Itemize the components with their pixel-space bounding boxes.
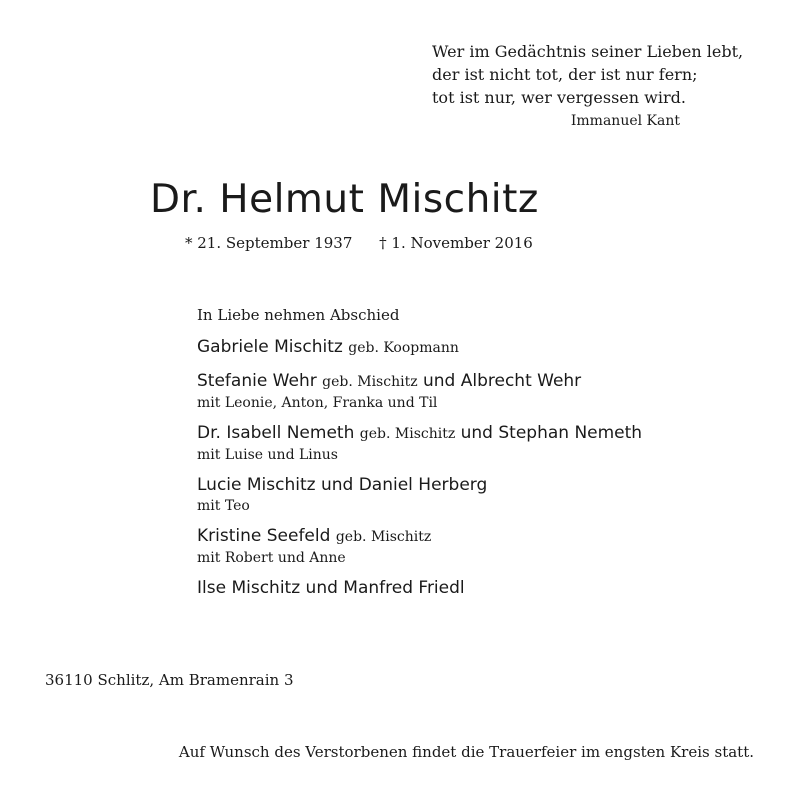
birth-date: * 21. September 1937 (185, 234, 353, 252)
death-date: † 1. November 2016 (379, 234, 533, 252)
maiden-name: geb. Mischitz (322, 374, 418, 390)
mourner-entry (197, 421, 757, 464)
quote-author: Immanuel Kant (570, 113, 680, 129)
maiden-name: geb. Mischitz (335, 529, 432, 545)
mourner-name: Kristine Seefeld (197, 526, 331, 546)
mourners-list (197, 305, 757, 609)
mourners-intro: In Liebe nehmen Abschied (197, 306, 400, 324)
mourner-entry (197, 335, 757, 360)
maiden-name: geb. Mischitz (359, 426, 456, 442)
quote-line: tot ist nur, wer vergessen wird. (432, 88, 686, 107)
mourner-entry (197, 473, 757, 515)
mourner-entry (197, 576, 757, 600)
deceased-name: Dr. Helmut Mischitz (150, 177, 539, 222)
mourner-name-line (197, 576, 757, 600)
mourner-name-line (197, 421, 757, 446)
mourner-name: Dr. Isabell Nemeth (197, 423, 355, 443)
mourner-name-line (197, 473, 757, 497)
mourner-name: Gabriele Mischitz (197, 337, 343, 357)
life-dates (185, 233, 533, 253)
mourner-entry (197, 369, 757, 412)
memorial-quote (432, 40, 762, 131)
mourner-name-line (197, 524, 757, 549)
mourner-name-line (197, 369, 757, 394)
mourner-partner: und Stephan Nemeth (460, 423, 643, 443)
mourner-children: mit Leonie, Anton, Franka und Til (197, 395, 438, 411)
family-address: 36110 Schlitz, Am Bramenrain 3 (45, 671, 294, 689)
mourner-children: mit Teo (197, 498, 250, 514)
mourner-partner: und Albrecht Wehr (422, 371, 582, 391)
mourner-name-line (197, 335, 757, 360)
quote-line: der ist nicht tot, der ist nur fern; (432, 65, 698, 84)
mourner-name: Ilse Mischitz und Manfred Friedl (197, 578, 465, 598)
funeral-note: Auf Wunsch des Verstorbenen findet die Trauerfeier im engsten Kreis statt. (178, 743, 754, 761)
mourner-name: Lucie Mischitz und Daniel Herberg (197, 475, 488, 495)
mourner-children: mit Robert und Anne (197, 550, 346, 566)
maiden-name: geb. Koopmann (348, 340, 459, 356)
mourner-children: mit Luise und Linus (197, 447, 338, 463)
quote-line: Wer im Gedächtnis seiner Lieben lebt, (432, 42, 744, 61)
mourner-name: Stefanie Wehr (197, 371, 317, 391)
mourner-entry (197, 524, 757, 567)
